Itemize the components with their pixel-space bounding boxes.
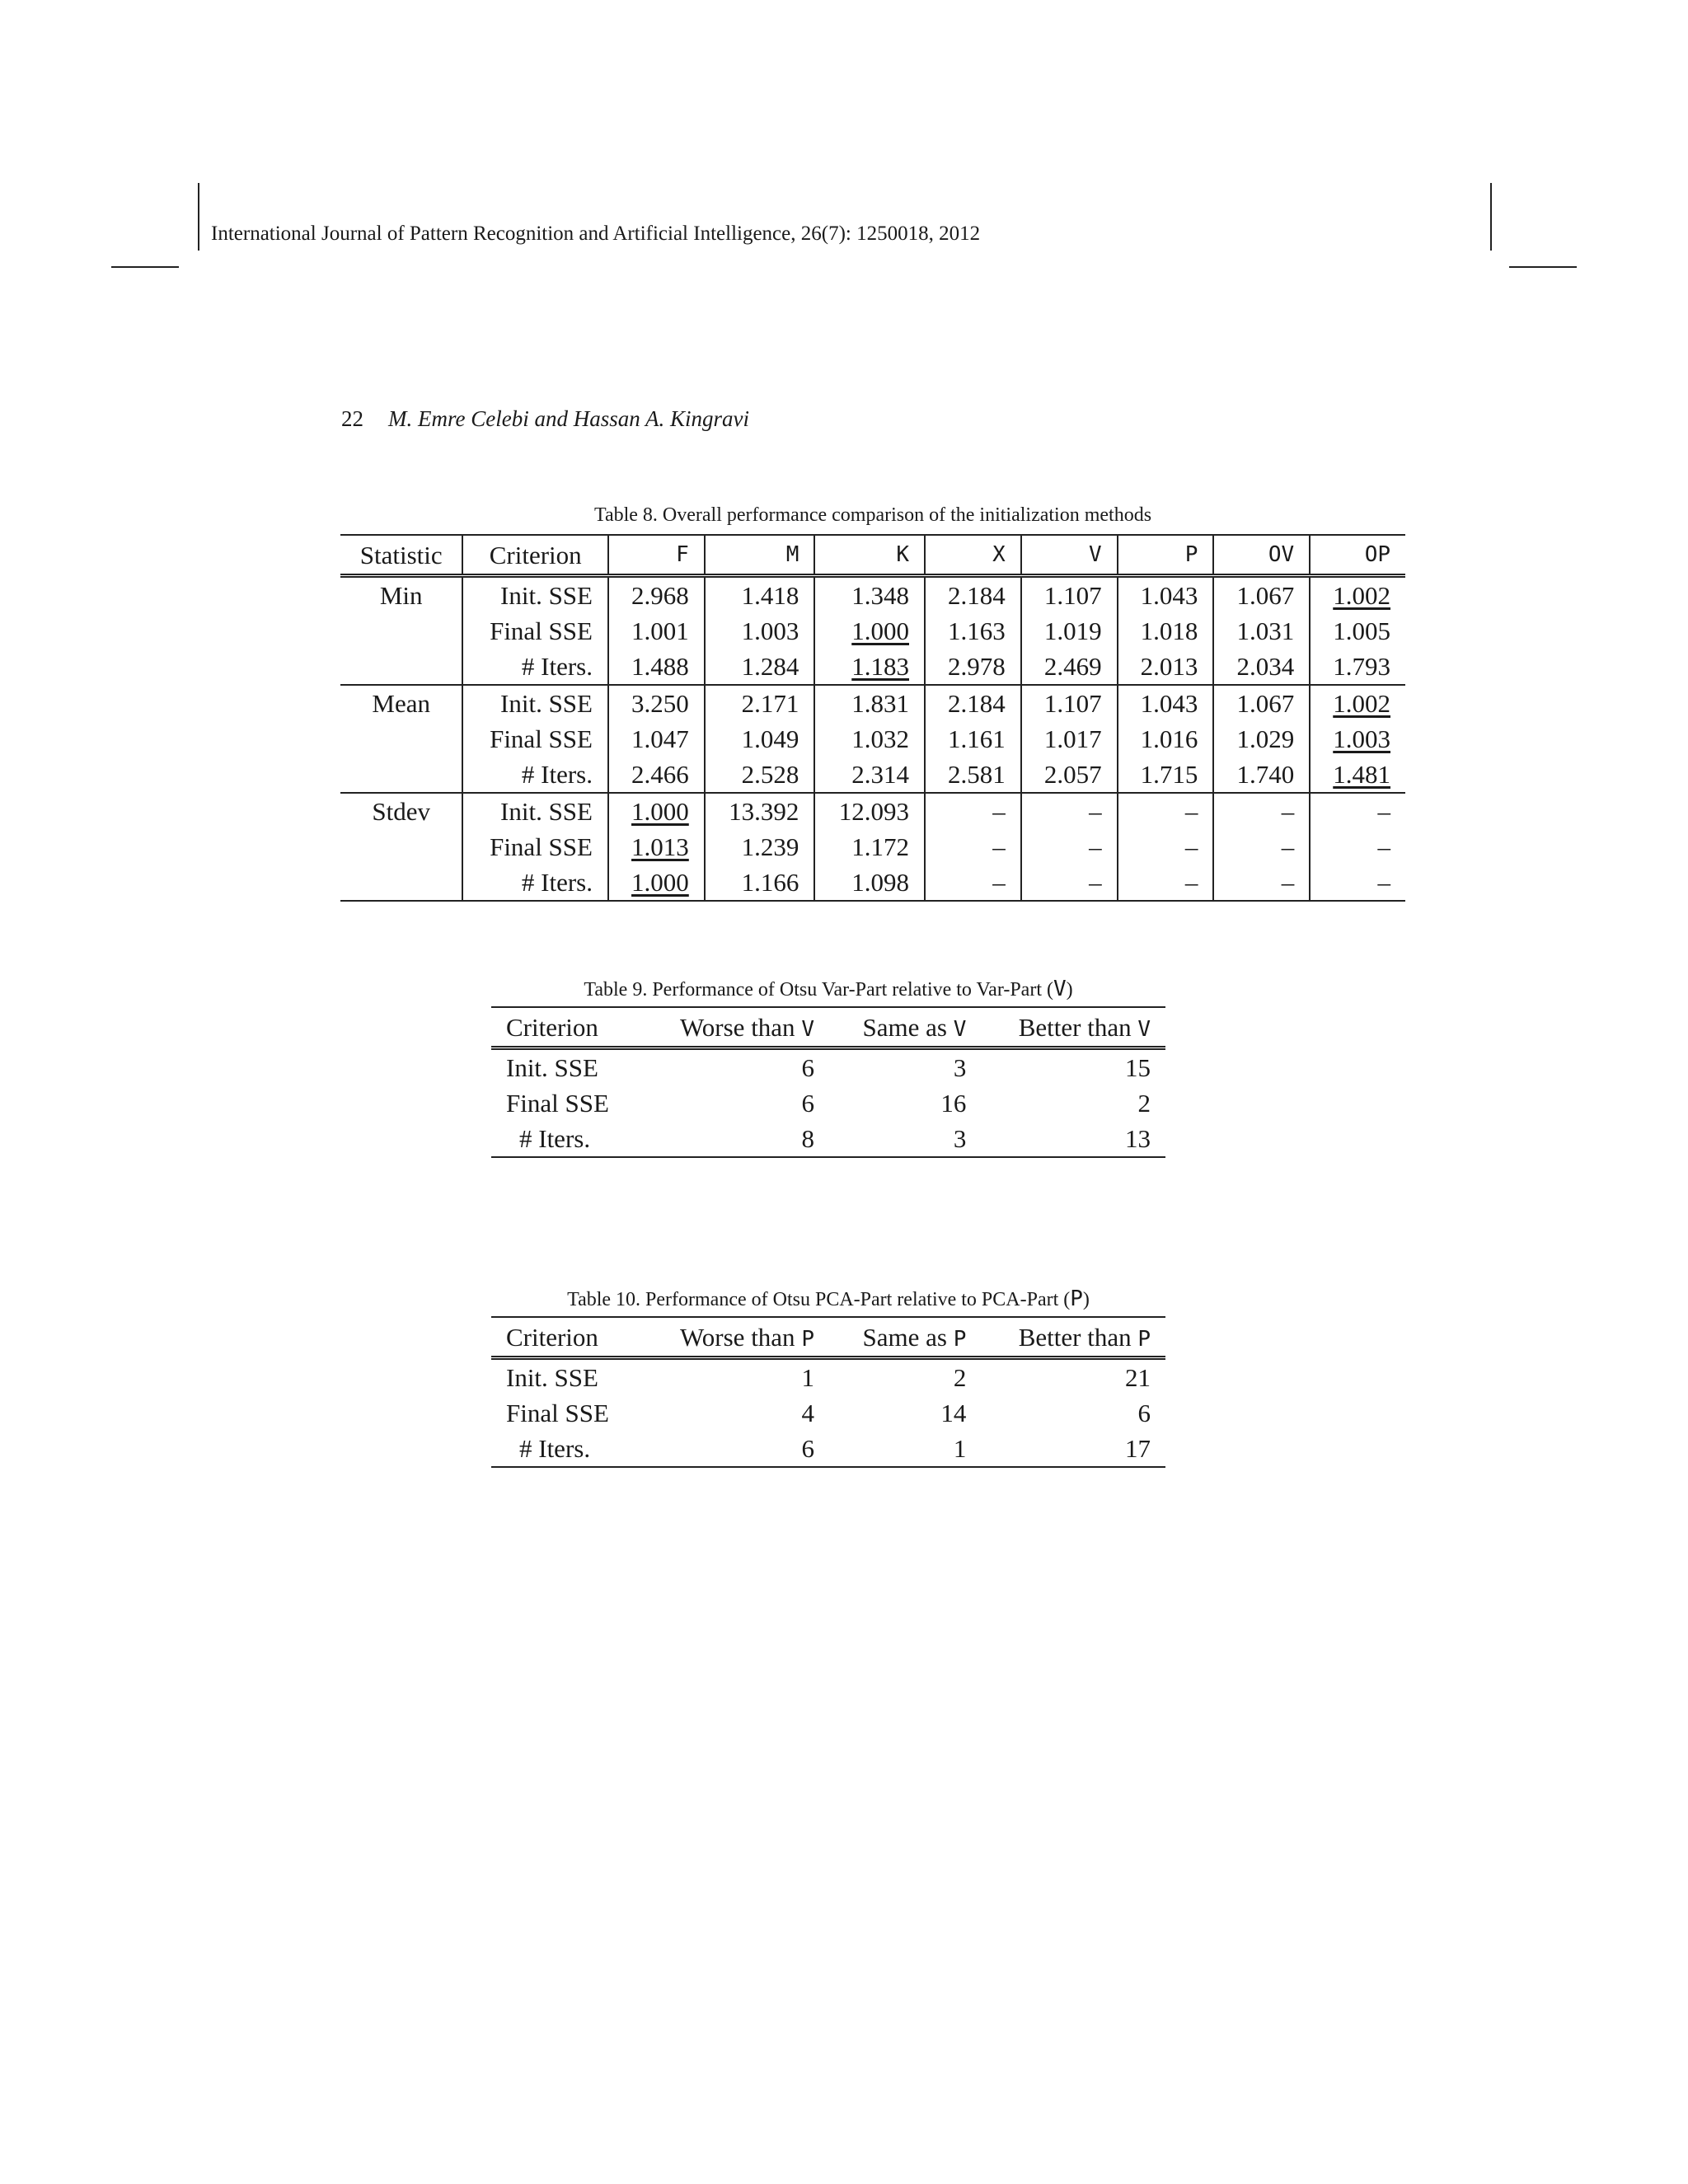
table8-value-cell	[925, 613, 1021, 649]
table9-header-code: V	[801, 1016, 814, 1042]
table8-header-ov: OV	[1213, 535, 1310, 576]
crop-mark-right-horizontal	[1509, 266, 1577, 268]
table-row	[491, 1085, 1165, 1121]
table8-value: 1.172	[851, 832, 909, 861]
table8-value-cell	[705, 721, 815, 757]
table8-value-cell	[1213, 685, 1310, 721]
table-row	[491, 1358, 1165, 1396]
table8-value-cell	[1021, 865, 1118, 901]
table8-value: 2.978	[948, 652, 1006, 681]
table8-value-cell	[925, 576, 1021, 614]
table8-best-value: 1.000	[631, 797, 689, 826]
table8-value-cell	[705, 613, 815, 649]
table8-value-cell	[814, 576, 925, 614]
table10-header	[642, 1317, 829, 1358]
table8-value-cell	[1021, 685, 1118, 721]
table9-criterion-cell: Final SSE	[506, 1089, 609, 1118]
table8-value: 1.163	[948, 616, 1006, 645]
table8-best-value: 1.000	[851, 616, 909, 645]
table8-value-cell	[705, 649, 815, 685]
table8-value: 1.488	[631, 652, 689, 681]
table8-header-v: V	[1021, 535, 1118, 576]
table8-value-cell	[608, 649, 705, 685]
table8-value: 1.161	[948, 724, 1006, 753]
table8-statistic-cell	[340, 865, 462, 901]
table8-value-cell	[1213, 721, 1310, 757]
table10-caption-text: Table 10. Performance of Otsu PCA-Part relative to PCA-Part (	[567, 1289, 1071, 1310]
table9-header	[642, 1007, 829, 1048]
table8-value: 1.003	[741, 616, 799, 645]
table8-header-p: P	[1118, 535, 1214, 576]
table8-value: 1.047	[631, 724, 689, 753]
table9-value-cell: 6	[801, 1089, 814, 1118]
table8-value: 2.469	[1043, 652, 1102, 681]
table8-statistic-cell	[340, 757, 462, 793]
table8-value: 2.968	[631, 581, 689, 610]
table9-value-cell: 16	[940, 1089, 967, 1118]
table8-value: –	[1377, 797, 1390, 826]
table8-value-cell	[1310, 865, 1405, 901]
table10-value-cell: 1	[829, 1431, 981, 1467]
table8-value-cell	[1118, 757, 1214, 793]
table8-value-cell	[814, 865, 925, 901]
table10-value-cell: 6	[642, 1431, 829, 1467]
table8-value-cell	[608, 685, 705, 721]
table8-value-cell	[925, 757, 1021, 793]
crop-mark-left-horizontal	[111, 266, 179, 268]
table8-value-cell	[705, 576, 815, 614]
table8-value-cell	[608, 829, 705, 865]
table-row	[340, 721, 1405, 757]
table10-criterion-cell: Final SSE	[506, 1399, 609, 1427]
table8-value: 2.466	[631, 760, 689, 789]
table8-value: –	[992, 797, 1006, 826]
table10-header-code: P	[953, 1326, 967, 1352]
table-row	[340, 829, 1405, 865]
table8-value-cell	[1118, 829, 1214, 865]
table9-value-cell: 3	[953, 1053, 967, 1082]
table10-caption	[491, 1286, 1165, 1311]
table8-criterion-cell: Init. SSE	[462, 576, 608, 614]
table8-best-value: 1.002	[1333, 689, 1390, 718]
table8-value: –	[1377, 868, 1390, 897]
table8-value: –	[992, 832, 1006, 861]
table8-value: 1.067	[1236, 689, 1295, 718]
table8-value: 2.184	[948, 581, 1006, 610]
table8-value: 1.018	[1140, 616, 1198, 645]
table8-header-x: X	[925, 535, 1021, 576]
table8-value: –	[1281, 868, 1295, 897]
table8-value: 1.166	[741, 868, 799, 897]
table9-caption-code: V	[1053, 977, 1067, 1001]
table8-criterion-cell: Init. SSE	[462, 685, 608, 721]
table9-value-cell: 6	[801, 1053, 814, 1082]
table8-value-cell	[925, 685, 1021, 721]
table8-value-cell	[925, 829, 1021, 865]
table8-value-cell	[1021, 649, 1118, 685]
table8-value: 1.005	[1333, 616, 1390, 645]
table8-value: 2.057	[1043, 760, 1102, 789]
table8-value: 13.392	[729, 797, 799, 826]
table9-header-code: V	[953, 1016, 967, 1042]
table8-value-cell	[608, 576, 705, 614]
table8-header-statistic: Statistic	[340, 535, 462, 576]
table8-value-cell	[1118, 576, 1214, 614]
table8-value-cell	[1310, 793, 1405, 829]
table9-value-cell: 3	[829, 1121, 981, 1157]
table8-value: –	[992, 868, 1006, 897]
crop-mark-right-vertical	[1490, 183, 1492, 251]
table8-value: 1.715	[1140, 760, 1198, 789]
table8-value-cell	[1021, 793, 1118, 829]
table10-header-code: P	[1137, 1326, 1151, 1352]
table8-value-cell	[705, 829, 815, 865]
table9-criterion-cell: Init. SSE	[506, 1053, 598, 1082]
table8-value: –	[1184, 797, 1198, 826]
table8-value-cell	[1213, 829, 1310, 865]
table9-header	[981, 1007, 1165, 1048]
table8-value: 1.348	[851, 581, 909, 610]
table-row	[340, 685, 1405, 721]
table-row	[491, 1121, 1165, 1157]
table10-value-cell: 1	[801, 1363, 814, 1392]
table8-header-f: F	[608, 535, 705, 576]
table9-criterion-cell: # Iters.	[491, 1121, 642, 1157]
table8-value: –	[1184, 868, 1198, 897]
running-authors: M. Emre Celebi and Hassan A. Kingravi	[388, 406, 749, 431]
table8-value: 1.043	[1140, 689, 1198, 718]
table-row	[340, 649, 1405, 685]
table10-criterion-cell: # Iters.	[491, 1431, 642, 1467]
table8-value: 2.581	[948, 760, 1006, 789]
table8-value-cell	[705, 685, 815, 721]
table-row	[491, 1048, 1165, 1086]
table8-value-cell	[1118, 793, 1214, 829]
table9-header-code: V	[1137, 1016, 1151, 1042]
table9-header	[491, 1007, 642, 1048]
table8-criterion-cell: # Iters.	[462, 757, 608, 793]
table8-value-cell	[1021, 757, 1118, 793]
table-row	[340, 757, 1405, 793]
table9-caption-end: )	[1066, 979, 1073, 1001]
table9-value-cell: 15	[1125, 1053, 1151, 1082]
table8-value-cell	[1310, 685, 1405, 721]
table8-value-cell	[1213, 649, 1310, 685]
table8-value-cell	[1118, 649, 1214, 685]
table10-header-text: Worse than	[680, 1322, 802, 1352]
table8-value: 1.016	[1140, 724, 1198, 753]
table8-best-value: 1.013	[631, 832, 689, 861]
table9-value-cell: 8	[642, 1121, 829, 1157]
table8-value-cell	[705, 757, 815, 793]
table8-value-cell	[1213, 793, 1310, 829]
table8-value: 2.034	[1236, 652, 1295, 681]
table8-value: 1.067	[1236, 581, 1295, 610]
table8-value-cell	[814, 757, 925, 793]
table10-caption-end: )	[1082, 1289, 1090, 1310]
table8-value-cell	[925, 649, 1021, 685]
table8-value: –	[1281, 797, 1295, 826]
table8-value-cell	[814, 793, 925, 829]
table10-value-cell: 17	[981, 1431, 1165, 1467]
table10	[491, 1316, 1165, 1468]
table10-header	[829, 1317, 981, 1358]
table8-value-cell	[814, 829, 925, 865]
table8-criterion-cell: Final SSE	[462, 721, 608, 757]
table8-value-cell	[608, 721, 705, 757]
table9-header-text: Better than	[1018, 1012, 1138, 1042]
table8-statistic-cell: Stdev	[340, 793, 462, 829]
table8	[340, 534, 1405, 902]
table8-value-cell	[1118, 613, 1214, 649]
table8-value-cell	[1310, 829, 1405, 865]
table8-best-value: 1.481	[1333, 760, 1390, 789]
table10-header-text: Criterion	[506, 1322, 598, 1352]
table10-header	[981, 1317, 1165, 1358]
table10-criterion-cell: Init. SSE	[506, 1363, 598, 1392]
table8-value: 1.793	[1333, 652, 1390, 681]
table8-criterion-cell: Final SSE	[462, 613, 608, 649]
table8-value-cell	[925, 793, 1021, 829]
table-row	[491, 1395, 1165, 1431]
journal-header: International Journal of Pattern Recognition and Artificial Intelligence, 26(7): 1250018, 2012	[211, 223, 981, 245]
table-row	[340, 865, 1405, 901]
table8-value: 1.032	[851, 724, 909, 753]
table8-statistic-cell	[340, 613, 462, 649]
table8-statistic-cell	[340, 829, 462, 865]
table-row	[340, 576, 1405, 614]
table8-value-cell	[1118, 865, 1214, 901]
table10-caption-code: P	[1070, 1286, 1083, 1311]
table8-value: 1.019	[1043, 616, 1102, 645]
table8-statistic-cell: Min	[340, 576, 462, 614]
table10-value-cell: 4	[801, 1399, 814, 1427]
table8-value: 1.418	[741, 581, 799, 610]
table8-value-cell	[1118, 721, 1214, 757]
table8-value-cell	[1021, 829, 1118, 865]
table8-value-cell	[1310, 613, 1405, 649]
table9-header-text: Criterion	[506, 1012, 598, 1042]
table8-value: –	[1377, 832, 1390, 861]
table8-statistic-cell	[340, 649, 462, 685]
table8-value: 3.250	[631, 689, 689, 718]
table8-value: 2.314	[851, 760, 909, 789]
table8-value-cell	[1021, 613, 1118, 649]
table8-value: 1.239	[741, 832, 799, 861]
table8-header-criterion: Criterion	[462, 535, 608, 576]
table8-value: –	[1184, 832, 1198, 861]
table8-value-cell	[1310, 757, 1405, 793]
table10-header	[491, 1317, 642, 1358]
table8-value-cell	[1310, 576, 1405, 614]
table8-value: –	[1281, 832, 1295, 861]
table8-value: 1.831	[851, 689, 909, 718]
table8-value-cell	[608, 613, 705, 649]
table8-best-value: 1.002	[1333, 581, 1390, 610]
table8-value: 1.740	[1236, 760, 1295, 789]
table8-value: –	[1089, 832, 1102, 861]
table8-value: 1.107	[1043, 689, 1102, 718]
table8-criterion-cell: # Iters.	[462, 865, 608, 901]
table8-value: 1.017	[1043, 724, 1102, 753]
table8-value-cell	[1213, 865, 1310, 901]
table8-best-value: 1.000	[631, 868, 689, 897]
table8-value-cell	[1213, 576, 1310, 614]
table8-header-m: M	[705, 535, 815, 576]
table8-best-value: 1.183	[851, 652, 909, 681]
table8-criterion-cell: # Iters.	[462, 649, 608, 685]
table8-value: 1.031	[1236, 616, 1295, 645]
table8-value: 2.528	[741, 760, 799, 789]
table8-value-cell	[1213, 613, 1310, 649]
table8-value: 1.107	[1043, 581, 1102, 610]
table8-value-cell	[1021, 576, 1118, 614]
table8-value-cell	[1310, 649, 1405, 685]
table-row	[491, 1431, 1165, 1467]
table8-value-cell	[705, 793, 815, 829]
table8-value-cell	[814, 685, 925, 721]
table8-value: 1.043	[1140, 581, 1198, 610]
table8-value-cell	[925, 865, 1021, 901]
table8-header-op: OP	[1310, 535, 1405, 576]
table8-value: 2.013	[1140, 652, 1198, 681]
table8-value-cell	[1213, 757, 1310, 793]
table8-value: 2.171	[741, 689, 799, 718]
table8-value: 1.098	[851, 868, 909, 897]
table10-value-cell: 21	[1125, 1363, 1151, 1392]
table-row	[340, 793, 1405, 829]
table8-statistic-cell	[340, 721, 462, 757]
table8-value: 12.093	[838, 797, 909, 826]
table8-value: 2.184	[948, 689, 1006, 718]
table8-value-cell	[1021, 721, 1118, 757]
table9-header-text: Same as	[862, 1012, 954, 1042]
table8-statistic-cell: Mean	[340, 685, 462, 721]
table8-criterion-cell: Init. SSE	[462, 793, 608, 829]
table8-value-cell	[925, 721, 1021, 757]
table8-value-cell	[814, 613, 925, 649]
table9-value-cell: 13	[981, 1121, 1165, 1157]
table8-value-cell	[608, 757, 705, 793]
table8-value-cell	[608, 793, 705, 829]
table8-header-k: K	[814, 535, 925, 576]
table8-criterion-cell: Final SSE	[462, 829, 608, 865]
table8-value-cell	[705, 865, 815, 901]
table8-value: –	[1089, 868, 1102, 897]
table10-value-cell: 6	[1137, 1399, 1151, 1427]
table10-header-text: Same as	[862, 1322, 954, 1352]
table9-caption-text: Table 9. Performance of Otsu Var-Part relative to Var-Part (	[584, 979, 1053, 1001]
table9-header	[829, 1007, 981, 1048]
table10-header-text: Better than	[1018, 1322, 1138, 1352]
table9	[491, 1006, 1165, 1158]
table8-best-value: 1.003	[1333, 724, 1390, 753]
page-number: 22	[341, 406, 363, 431]
table8-value-cell	[608, 865, 705, 901]
running-head	[341, 406, 749, 432]
table8-value-cell	[1310, 721, 1405, 757]
crop-mark-left-vertical	[198, 183, 199, 251]
table10-header-code: P	[801, 1326, 814, 1352]
table8-value: 1.049	[741, 724, 799, 753]
table8-value: 1.284	[741, 652, 799, 681]
table-row	[340, 613, 1405, 649]
table8-value-cell	[1118, 685, 1214, 721]
table9-header-text: Worse than	[680, 1012, 802, 1042]
table9-caption	[491, 977, 1165, 1001]
table8-value: 1.001	[631, 616, 689, 645]
table8-value-cell	[814, 721, 925, 757]
table8-value: 1.029	[1236, 724, 1295, 753]
table10-value-cell: 2	[953, 1363, 967, 1392]
table8-caption: Table 8. Overall performance comparison of the initialization methods	[593, 504, 1152, 526]
table8-value-cell	[814, 649, 925, 685]
table9-value-cell: 2	[1137, 1089, 1151, 1118]
table8-value: –	[1089, 797, 1102, 826]
table10-value-cell: 14	[940, 1399, 967, 1427]
